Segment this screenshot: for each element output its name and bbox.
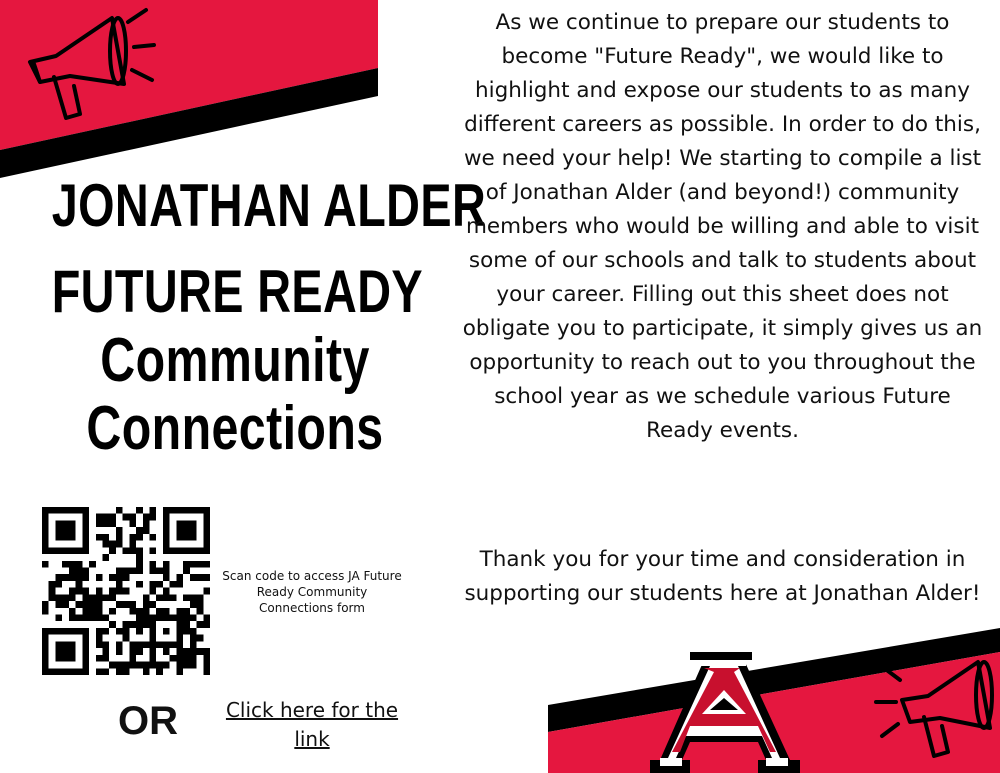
form-link[interactable]: Click here for the link [225, 698, 399, 751]
intro-paragraph-text: As we continue to prepare our students to become "Future Ready", we would like to highlight and expose our students to as many different careers as possible. In order to do this, we need your help! We starting to compile a list of Jonathan Alder (and beyond!) community members who would be willing and able to visit some of our schools and talk to students about your career. Filling out this sheet does not obligate you to participate, it simply gives us an opportunity to reach out to you throughout the school year as we schedule various Future Ready events. [462, 10, 983, 443]
qr-caption: Scan code to access JA Future Ready Community Connections form [222, 569, 402, 615]
heading-line-3: Community [100, 326, 370, 395]
heading-line-4: Connections [86, 394, 384, 463]
thank-you-text: Thank you for your time and consideration in supporting our students here at Jonathan Alder! [464, 547, 981, 606]
heading-line-1: JONATHAN ALDER [51, 172, 487, 239]
or-label: OR [118, 699, 178, 743]
heading-line-2: FUTURE READY [51, 258, 423, 325]
qr-code[interactable] [42, 507, 210, 675]
intro-paragraph [460, 6, 985, 448]
